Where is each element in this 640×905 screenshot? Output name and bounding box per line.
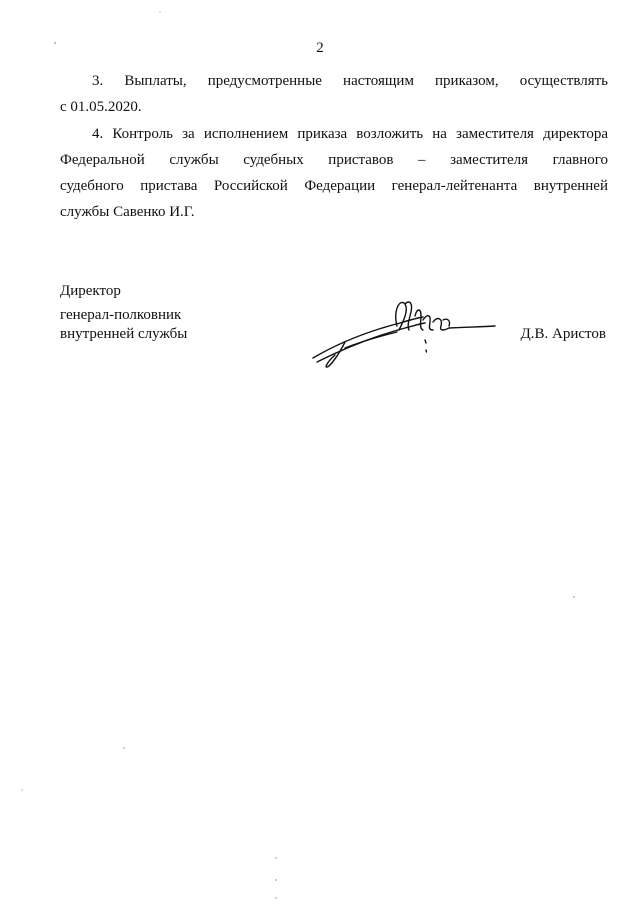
- signatory-title: Директор: [60, 283, 121, 299]
- paragraph-line: судебного пристава Российской Федерации генерал-лейтенанта внутренней: [60, 178, 608, 194]
- paragraph-line: 3. Выплаты, предусмотренные настоящим приказом, осуществлять: [92, 73, 608, 89]
- paragraph-line: службы Савенко И.Г.: [60, 204, 195, 220]
- signatory-name: Д.В. Аристов: [520, 326, 606, 342]
- page-number: 2: [316, 40, 324, 56]
- signatory-rank-line: генерал-полковник: [60, 307, 182, 323]
- paragraph-line: с 01.05.2020.: [60, 99, 142, 115]
- signatory-rank-line: внутренней службы: [60, 326, 188, 342]
- paragraph-line: Федеральной службы судебных приставов – заместителя главного: [60, 152, 608, 168]
- signatory-rank: [60, 306, 187, 344]
- paragraph-3: [60, 68, 608, 120]
- handwritten-signature: [305, 290, 505, 385]
- paragraph-4: [60, 121, 608, 225]
- paragraph-line: 4. Контроль за исполнением приказа возложить на заместителя директора: [92, 126, 608, 142]
